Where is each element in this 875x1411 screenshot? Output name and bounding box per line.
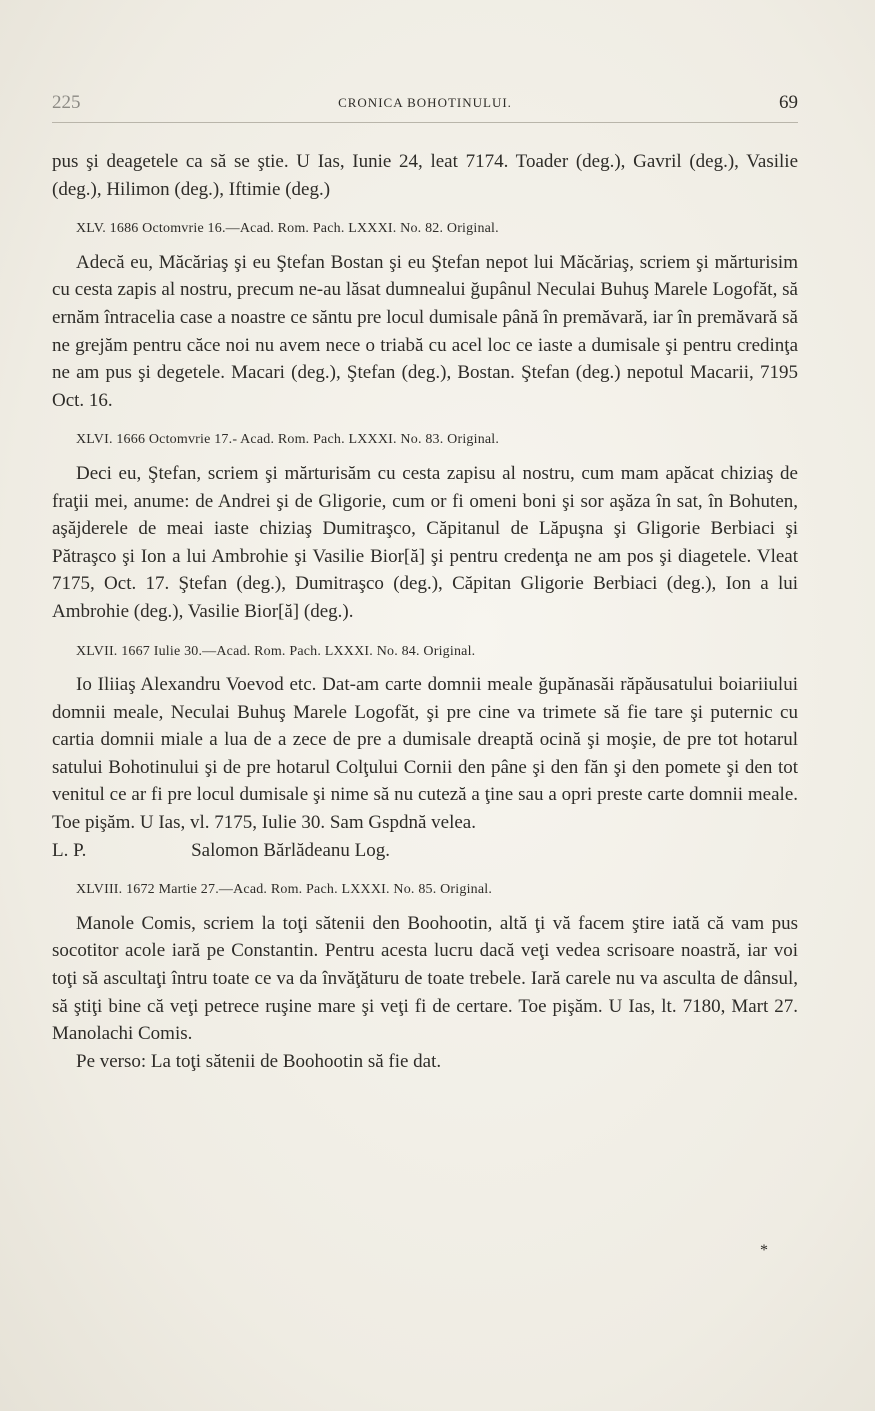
paragraph-continuation: pus şi deagetele ca să se ştie. U Ias, Iunie 24, leat 7174. Toader (deg.), Gavril (deg.), Vasilie (deg.), Hilimon (deg.), Iftimie (deg.) — [52, 151, 798, 200]
header-page-ref: 225 — [52, 92, 81, 113]
document-reference-xlvi: XLVI. 1666 Octomvrie 17.- Acad. Rom. Pach. LXXXI. No. 83. Original. — [76, 432, 500, 448]
paragraph-xlvi: Deci eu, Ştefan, scriem şi mărturisăm cu cesta zapisu al nostru, cum mam apăcat chiziaş de fraţii mei, anume: de Andrei şi de Gligorie, cum or fi omeni boni şi sor aşăza în sat, în Bohuten, aşăjderele de meai iaste chiziaş Dumitraşco, Căpitanul de Lăpuşna şi Gligorie Berbiaci şi Pătraşco şi Ion a lui Ambrohie şi Vasilie Bior[ă] şi pentru credenţa ne am pos şi diagetele. Vleat 7175, Oct. 17. Ştefan (deg.), Dumitraşco (deg.), Căpitan Gligorie Berbiaci (deg.), Ion a lui Ambrohie (deg.), Vasilie Bior[ă] (deg.). — [52, 462, 798, 622]
footer-asterisk: * — [760, 1242, 768, 1259]
paragraph-verso: Pe verso: La toţi sătenii de Boohootin să fie dat. — [76, 1050, 442, 1072]
signature-line — [52, 837, 798, 865]
paragraph-xlv: Adecă eu, Măcăriaş şi eu Ştefan Bostan şi eu Ştefan nepot lui Măcăriaş, scriem şi mărturisim cu cesta zapis al nostru, precum ne-au lăsat dumnealui ğupânul Neculai Buhuş Marele Logofăt, să ernăm întracelia case a noastre ce săntu pre locul dumisale până în premăvară, iar în premăvară să ne grejăm pentru căce noi nu avem nece o triabă cu acel loc ce iaste a dumisale şi pentru credinţa ne am pus şi degetele. Macari (deg.), Ştefan (deg.), Bostan. Ştefan (deg.) nepotul Macarii, 7195 Oct. 16. — [52, 251, 798, 411]
running-header — [52, 92, 798, 123]
document-reference-xlviii: XLVIII. 1672 Martie 27.—Acad. Rom. Pach. LXXXI. No. 85. Original. — [76, 882, 493, 898]
header-title: CRONICA BOHOTINULUI. — [338, 95, 512, 110]
seal-mark: L. P. — [52, 839, 87, 861]
document-reference-xlvii: XLVII. 1667 Iulie 30.—Acad. Rom. Pach. LXXXI. No. 84. Original. — [76, 643, 476, 659]
signatory: Salomon Bărlădeanu Log. — [191, 839, 391, 861]
document-body — [52, 148, 798, 1075]
document-reference-xlv: XLV. 1686 Octomvrie 16.—Acad. Rom. Pach. LXXXI. No. 82. Original. — [76, 221, 499, 237]
page-number: 69 — [779, 92, 798, 113]
paragraph-xlviii: Manole Comis, scriem la toţi sătenii den Boohootin, altă ţi vă facem ştire iată că vam pus socotitor acole iară pe Constantin. Pentru acesta lucru dacă veţi vedea scrisoare noastră, iar voi toţi să ascultaţi întru toate ce va da învăţăturu de toate trebele. Iară carele nu va asculta de dânsul, să ştiţi bine că veţi petrece ruşine mare şi veţi fi de certare. Toe pişăm. U Ias, lt. 7180, Mart 27. Manolachi Comis. — [52, 912, 798, 1045]
paragraph-xlvii: Io Iliiaş Alexandru Voevod etc. Dat-am carte domnii meale ğupănasăi răpăusatului boiariiului domnii meale, Neculai Buhuş Marele Logofăt, şi pre cine va trimete să fie tare şi puternic cu cartia domnii miale a lua de a zece de pre a dumisale dreaptă ocină şi moşie, de pre tot hotarul satului Bohotinului şi de pre hotarul Colţului Cornii den pâne şi den făn şi den pomete şi den tot venitul ce ar fi pre locul dumisale şi nime să nu cuteză a ţine sau a opri preste carte domnii meale. Toe pişăm. U Ias, vl. 7175, Iulie 30. Sam Gspdnă velea. — [52, 674, 798, 834]
